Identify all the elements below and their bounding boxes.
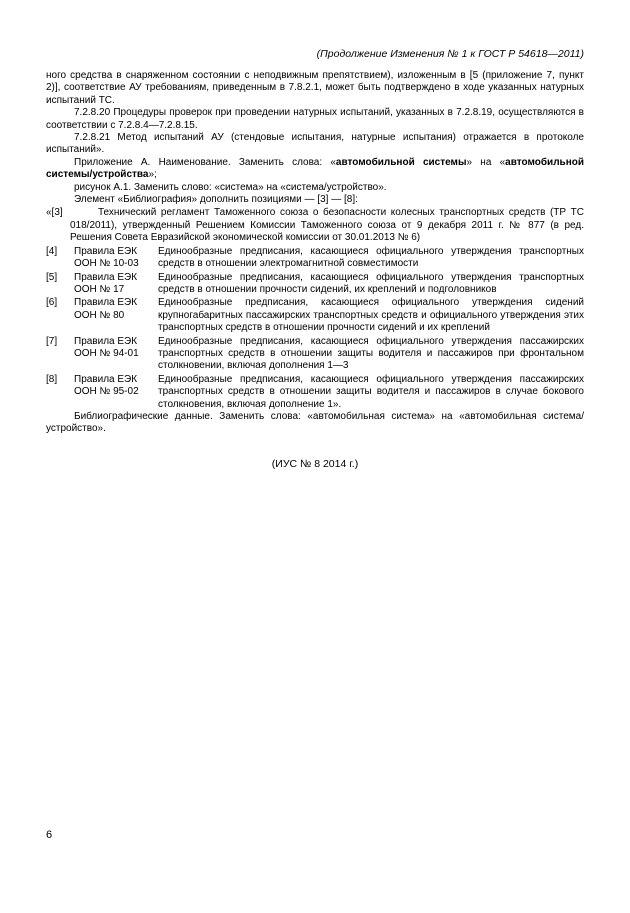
bib-number: «[3]: [46, 207, 63, 219]
paragraph-7-2-8-20: 7.2.8.20 Процедуры проверок при проведении натурных испытаний, указанных в 7.2.8.19, осуществляются в соответствии с 7.2.8.4—7.2.8.15.: [46, 107, 584, 131]
bibliography-entry-7: [46, 336, 584, 373]
bib-reference: Правила ЕЭК ООН № 94-01: [74, 335, 139, 359]
document-body: [46, 70, 584, 470]
annex-text-3: »;: [148, 169, 157, 181]
bib-reference: Правила ЕЭК ООН № 10-03: [74, 245, 139, 270]
page-header: (Продолжение Изменения № 1 к ГОСТ Р 54618—2011): [316, 48, 584, 60]
bib-reference: Правила ЕЭК ООН № 95-02: [74, 373, 139, 398]
bib-number: [6]: [46, 297, 58, 309]
annex-bold-2: автомобильной системы/устройства: [46, 156, 584, 181]
bib-text: Единообразные предписания, касающиеся официального утверждения пассажирских транспортных средств в отношении защиты водителя и пассажиров при фронтальном столкновении, включая дополнения 1—3: [158, 335, 584, 372]
bib-text: Технический регламент Таможенного союза о безопасности колесных транспортных средств (ТР ТС 018/2011), утвержденный Решением Комиссии Таможенного союза от 9 декабря 2011 г. № 877 (в ред. Решения Совета Евразийской экономической комиссии от 30.01.2013 № 6): [70, 207, 584, 244]
bib-text: Единообразные предписания, касающиеся официального утверждения транспортных средств в отношении электромагнитной совместимости: [158, 245, 584, 270]
bib-text: Единообразные предписания, касающиеся официального утверждения сидений крупногабаритных пассажирских транспортных средств и официального утверждения этих транспортных средств в отношении прочности сидений и их креплений: [158, 297, 584, 334]
bibliography-entry-4: [46, 246, 584, 271]
paragraph-continuation: ного средства в снаряженном состоянии с неподвижным препятствием), изложенным в [5 (приложение 7, пункт 2)], соответствие АУ требованиям, приведенным в 7.8.2.1, может быть подтверждено в ходе указанных натурных испытаний ТС.: [46, 70, 584, 106]
bib-text: Единообразные предписания, касающиеся официального утверждения транспортных средств в отношении прочности сидений, их креплений и подголовников: [158, 271, 584, 295]
bib-text: Единообразные предписания, касающиеся официального утверждения пассажирских транспортных средств в отношении защиты водителя и пассажиров в случае бокового столкновения, включая дополнение 1».: [158, 373, 584, 410]
annex-text-1: Приложение А. Наименование. Заменить слова: «: [74, 156, 336, 168]
bib-reference: Правила ЕЭК ООН № 17: [74, 271, 138, 295]
bibliography-entry-6: [46, 297, 584, 334]
bib-number: [8]: [46, 373, 58, 385]
bibliography-entry-8: [46, 374, 584, 411]
paragraph-bibliographic-data: Библиографические данные. Заменить слова: «автомобильная система» на «автомобильная система/устройство».: [46, 410, 584, 435]
ius-reference: (ИУС № 8 2014 г.): [271, 457, 359, 470]
bibliography-entry-3: [46, 207, 584, 244]
page-number: 6: [46, 829, 53, 841]
bib-reference: Правила ЕЭК ООН № 80: [74, 297, 138, 321]
paragraph-figure-a1: рисунок А.1. Заменить слово: «система» на «система/устройство».: [74, 181, 387, 193]
paragraph-annex-a-name: [46, 157, 584, 182]
paragraph-bibliography-intro: Элемент «Библиография» дополнить позициями — [3] — [8]:: [74, 194, 358, 206]
annex-bold-1: автомобильной системы: [335, 156, 467, 168]
annex-text-2: » на «: [466, 156, 506, 168]
bib-number: [7]: [46, 335, 58, 347]
bib-number: [5]: [46, 271, 58, 283]
paragraph-7-2-8-21: 7.2.8.21 Метод испытаний АУ (стендовые испытания, натурные испытания) отражается в протоколе испытаний».: [46, 132, 584, 156]
bib-number: [4]: [46, 245, 58, 257]
bibliography-entry-5: [46, 272, 584, 297]
